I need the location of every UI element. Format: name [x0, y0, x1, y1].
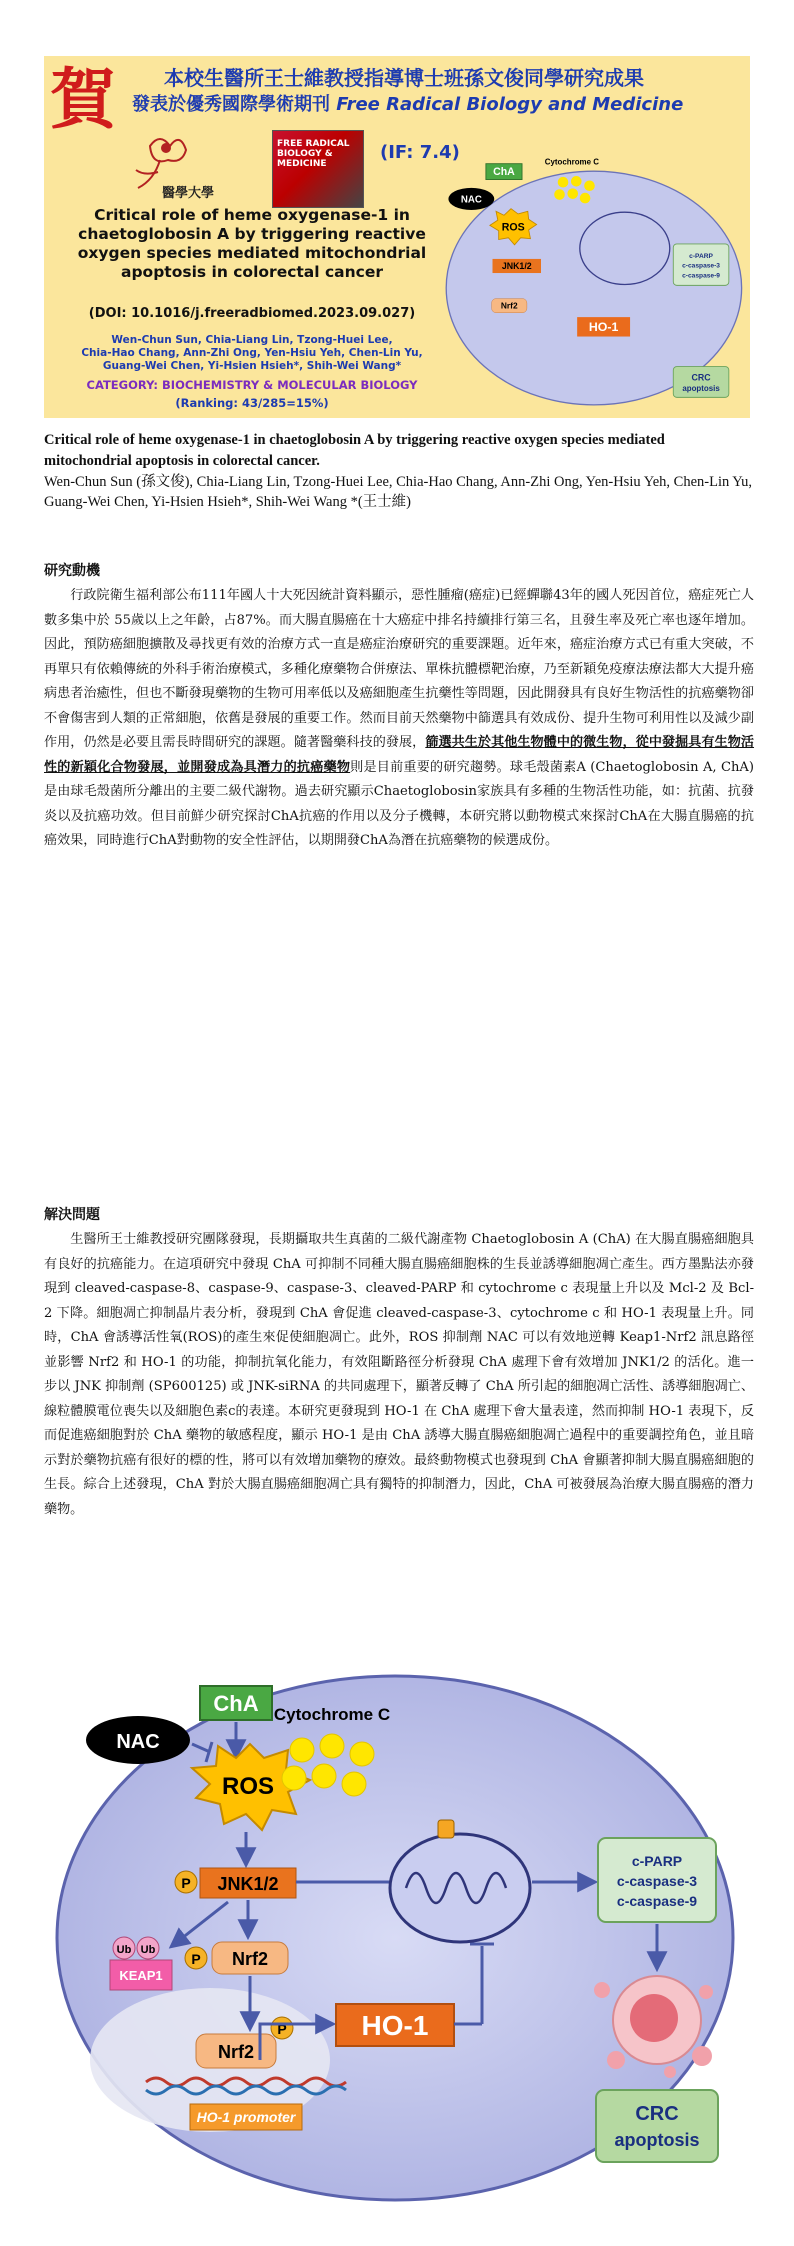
motivation-text-cont: 則是目前重要的研究趨勢。球毛殼菌素A (Chaetoglobosin A, ChA)是由球毛殼菌所分離出的主要二級代謝物。過去研究顯示Chaetoglobosin家族具有多種的生物活性功能，如：抗菌、抗發炎以及抗癌功效。但目前鮮少研究探討ChA抗癌的作用以及分子機轉，本研究將以動物模式來探討ChA在大腸直腸癌的抗癌效果，同時進行ChA對動物的安全性評估，以期開發ChA為潛在抗癌藥物的候選成份。 [44, 759, 754, 848]
motivation-paragraph [44, 584, 754, 854]
banner-authors-line: Chia-Hao Chang, Ann-Zhi Ong, Yen-Hsiu Yeh, Chen-Lin Yu, [81, 347, 423, 359]
mito-channel [438, 1820, 454, 1838]
crc-box [596, 2090, 718, 2162]
nrf2-nucleus-label: Nrf2 [217, 2042, 255, 2062]
article-authors: Wen-Chun Sun (孫文俊), Chia-Liang Lin, Tzong-Huei Lee, Chia-Hao Chang, Ann-Zhi Ong, Yen-Hsiu Yeh, Chen-Lin Yu, Guang-Wei Chen, Yi-Hsien Hsieh*, Shih-Wei Wang *(王士維) [44, 474, 753, 510]
impact-factor: (IF: 7.4) [380, 142, 460, 163]
journal-cover: FREE RADICAL BIOLOGY & MEDICINE [272, 130, 364, 208]
solution-heading: 解決問題 [44, 1207, 100, 1223]
mitochondrion [580, 212, 670, 284]
ccasp9-label: c-caspase-9 [682, 272, 720, 280]
motivation-heading: 研究動機 [44, 563, 100, 579]
nac-label: NAC [460, 194, 482, 206]
cha-label: ChA [213, 1691, 259, 1716]
ub-label: Ub [140, 1944, 156, 1956]
motivation-text: 行政院衛生福利部公布111年國人十大死因統計資料顯示，惡性腫瘤(癌症)已經蟬聯43年的國人死因首位，癌症死亡人數多集中於 55歲以上之年齡，占87%。而大腸直腸癌在十大癌症中排名持續排行第三名，且發生率及死亡率也逐年增加。因此，預防癌細胞擴散及尋找更有效的治療方式一直是癌症治療研究的重要課題。近年來，癌症治療方式已有重大突破，不再單只有依賴傳統的外科手術治療模式，多種化療藥物合併療法、單株抗體標靶治療，乃至新穎免疫療法療法都大大提升癌病患者治癒性，但也不斷發現藥物的生物可用率低以及癌細胞產生抗藥性等問題，因此開發具有良好生物活性的抗癌藥物卻不會傷害到人類的正常細胞，依舊是發展的重要工作。然而目前天然藥物中篩選具有效成份、提升生物可利用性以及減少副作用，仍然是必要且需長時間研究的課題。隨著醫藥科技的發展， [44, 588, 754, 750]
motivation-highlight: 篩選共生於其他生物體中的微生物，從中發掘具有生物活性的新穎化合物發展，並開發成為具潛力的抗癌藥物 [44, 735, 755, 775]
banner-pathway-diagram [444, 136, 750, 418]
banner-authors-line: Guang-Wei Chen, Yi-Hsien Hsieh*, Shih-Wei Wang* [102, 360, 402, 372]
solution-paragraph: 生醫所王士維教授研究團隊發現，長期攝取共生真菌的二級代謝產物 Chaetoglobosin A (ChA) 在大腸直腸癌細胞具有良好的抗癌能力。在這項研究中發現 ChA 可抑制不同種大腸直腸癌細胞株的生長並誘導細胞凋亡產生。西方墨點法亦發現到 cleaved-caspase-8、caspase-9、caspase-3、cleaved-PARP 和 cytochrome c 表現量上升以及 Mcl-2 及 Bcl-2 下降。細胞凋亡抑制晶片表分析，發現到 ChA 會促進 cleaved-caspase-3、cytochrome c 和 HO-1 表現量上升。同時，ChA 會誘導活性氧(ROS)的產生來促使細胞凋亡。此外，ROS 抑制劑 NAC 可以有效地逆轉 Keap1-Nrf2 訊息路徑並影響 Nrf2 和 HO-1 的功能，抑制抗氧化能力，有效阻斷路徑分析發現 ChA 處理下會有效增加 JNK1/2 的活化。進一步以 JNK 抑制劑 (SP600125) 或 JNK-siRNA 的共同處理下，顯著反轉了 ChA 所引起的細胞凋亡活性、誘導細胞凋亡、線粒體膜電位喪失以及細胞色素c的表達。本研究更發現到 HO-1 在 ChA 處理下會大量表達，然而抑制 HO-1 表現下，反而促進癌細胞對於 ChA 藥物的敏感程度，顯示 HO-1 是由 ChA 誘導大腸直腸癌細胞凋亡過程中的重要調控角色，並且暗示對於藥物抗癌有很好的標的性，將可以有效增加藥物的療效。最終動物模式也發現到 ChA 會顯著抑制大腸直腸癌細胞的生長。綜合上述發現，ChA 對於大腸直腸癌細胞凋亡具有獨特的抑制潛力，因此，ChA 可被發展為治療大腸直腸癌的潛力藥物。 [44, 1232, 754, 1517]
ros-label: ROS [501, 221, 525, 234]
promoter-label: HO-1 promoter [196, 2109, 296, 2125]
ub-label: Ub [116, 1944, 132, 1956]
university-logo-text: 醫學大學 [162, 186, 215, 201]
ho1-label: HO-1 [588, 320, 619, 335]
mitochondrion [390, 1834, 530, 1942]
banner-paper-title: Critical role of heme oxygenase-1 in chaetoglobosin A by triggering reactive oxygen species mediated mitochondrial apoptosis in colorectal cancer [77, 206, 427, 281]
phospho-label: P [181, 1875, 191, 1891]
nrf2-label: Nrf2 [500, 300, 518, 311]
banner-doi: (DOI: 10.1016/j.freeradbiomed.2023.09.027) [88, 306, 416, 321]
pathway-diagram [50, 1620, 744, 2210]
banner-authors [62, 334, 442, 373]
apoptosis-label: apoptosis [614, 2130, 700, 2150]
cparp-label: c-PARP [689, 253, 713, 261]
banner-category: CATEGORY: BIOCHEMISTRY & MOLECULAR BIOLOGY [86, 378, 418, 392]
ros-label: ROS [221, 1773, 275, 1800]
university-logo [120, 126, 240, 216]
cparp-label: c-PARP [631, 1853, 683, 1869]
banner-title-line1: 本校生醫所王士維教授指導博士班孫文俊同學研究成果 [164, 66, 644, 90]
ccasp3-label: c-caspase-3 [616, 1873, 698, 1889]
cytochrome-label: Cytochrome C [273, 1705, 391, 1724]
banner-title-line2 [132, 90, 683, 116]
congrats-char: 賀 [50, 60, 116, 138]
crc-label: CRC [691, 372, 711, 383]
banner-authors-line: Wen-Chun Sun, Chia-Liang Lin, Tzong-Huei Lee, [111, 334, 393, 346]
jnk-label: JNK1/2 [501, 261, 532, 272]
ho1-label: HO-1 [361, 2010, 429, 2041]
nrf2-label: Nrf2 [231, 1949, 269, 1969]
banner-ranking: (Ranking: 43/285=15%) [175, 396, 329, 410]
keap1-label: KEAP1 [119, 1968, 163, 1983]
phospho-label: P [191, 1951, 201, 1967]
apoptosis-label: apoptosis [682, 384, 720, 394]
article-title: Critical role of heme oxygenase-1 in chaetoglobosin A by triggering reactive oxygen species mediated mitochondrial apoptosis in colorectal cancer. [44, 432, 665, 469]
cytochrome-label: Cytochrome C [544, 157, 599, 167]
nac-label: NAC [116, 1731, 160, 1753]
ccasp9-label: c-caspase-9 [616, 1893, 698, 1909]
journal-name: Free Radical Biology and Medicine [336, 94, 684, 115]
ccasp3-label: c-caspase-3 [682, 262, 720, 270]
banner [44, 56, 750, 418]
banner-title-zh: 發表於優秀國際學術期刊 [132, 94, 337, 115]
phospho-label: P [277, 2021, 287, 2037]
crc-label: CRC [635, 2103, 679, 2125]
cha-label: ChA [493, 166, 515, 179]
jnk-label: JNK1/2 [217, 1874, 279, 1894]
